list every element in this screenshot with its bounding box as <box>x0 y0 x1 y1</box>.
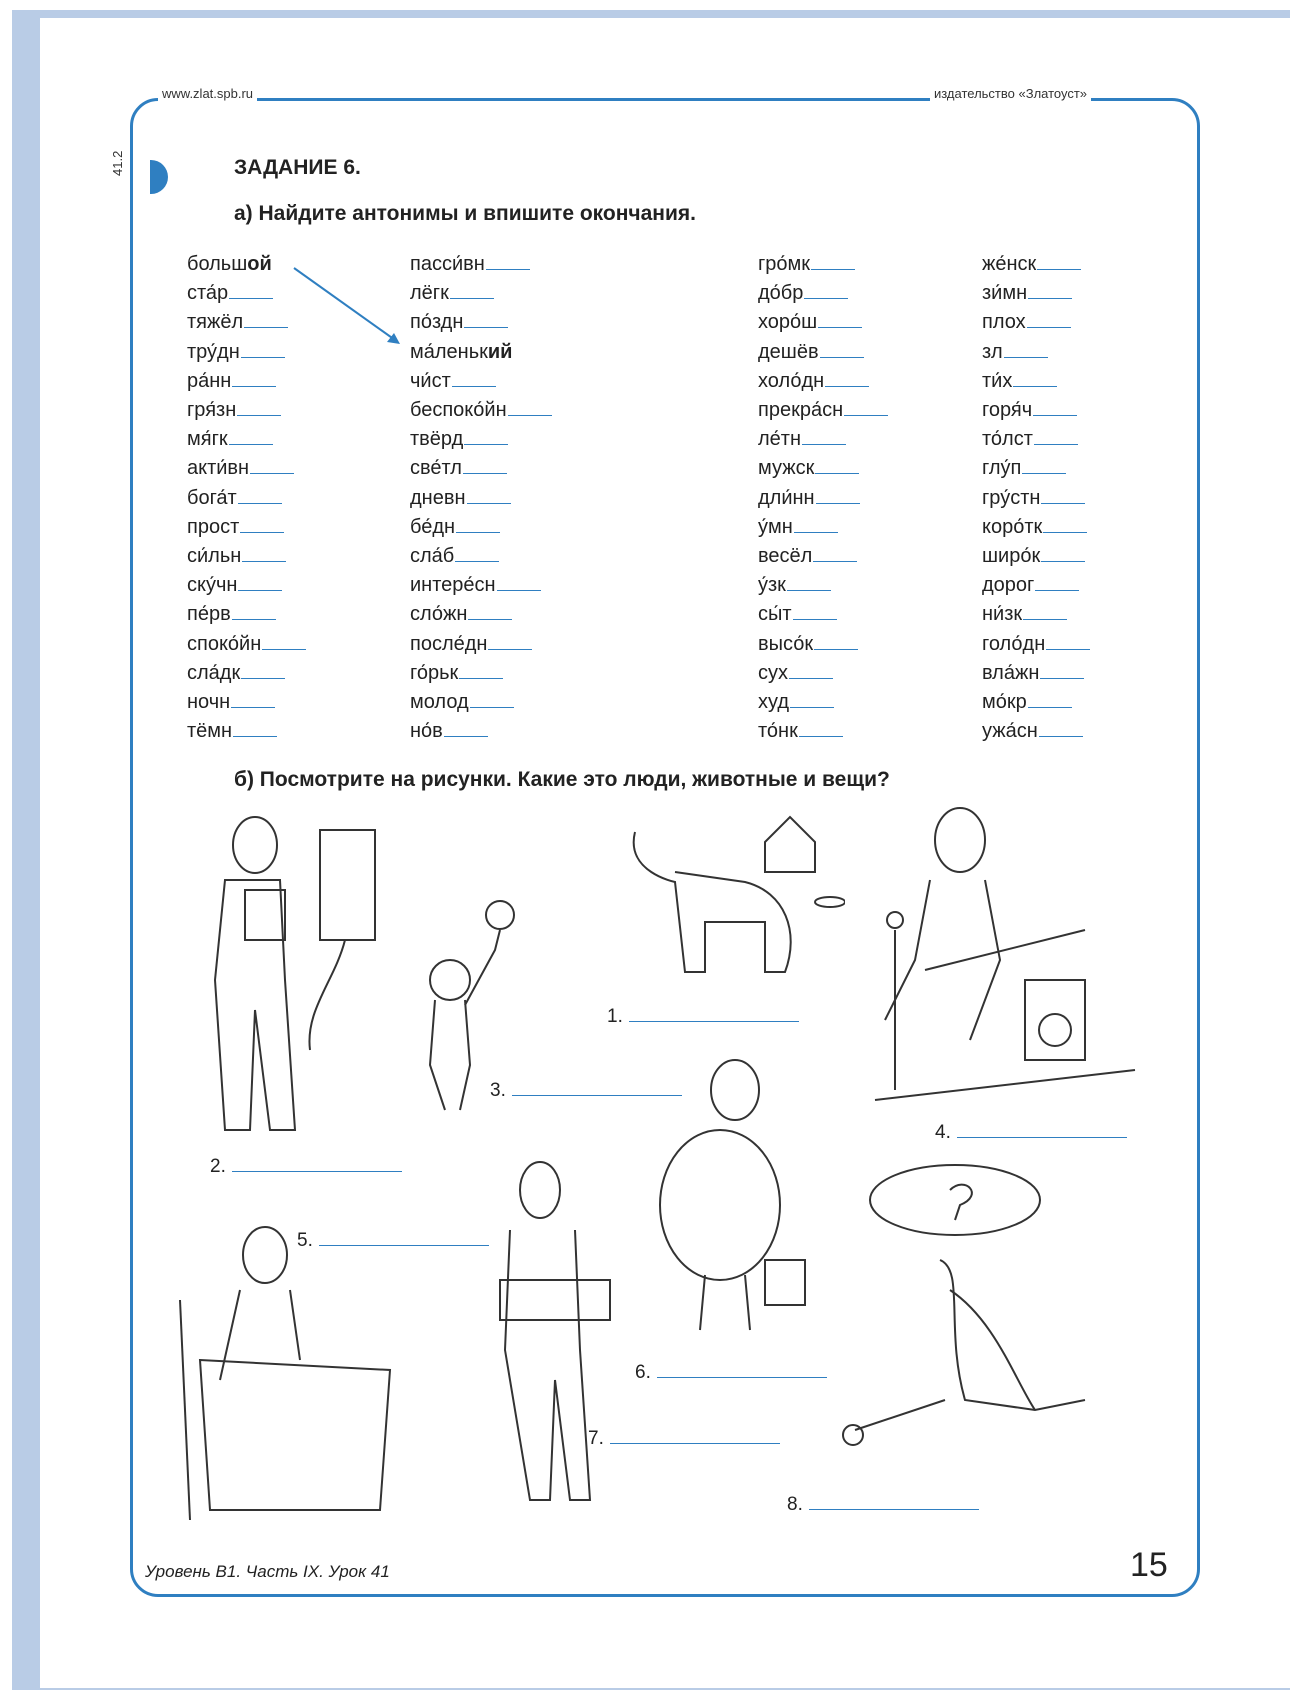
word-stem: глу́п <box>982 457 1022 480</box>
word-item <box>758 659 888 688</box>
word-item <box>410 396 552 425</box>
word-stem: акти́вн <box>187 457 250 480</box>
word-column-1 <box>187 250 306 746</box>
ending-blank[interactable] <box>233 735 277 737</box>
word-item <box>410 600 552 629</box>
ending-blank[interactable] <box>789 677 833 679</box>
word-stem: зл <box>982 340 1003 363</box>
ending-blank[interactable] <box>1028 297 1072 299</box>
ending-blank[interactable] <box>238 502 282 504</box>
word-stem: бога́т <box>187 486 237 509</box>
word-item <box>410 279 552 308</box>
word-stem: сы́т <box>758 603 792 626</box>
ending-blank[interactable] <box>813 560 857 562</box>
word-stem: споко́йн <box>187 632 262 655</box>
ending-blank[interactable] <box>229 443 273 445</box>
ending-blank[interactable] <box>814 648 858 650</box>
page-number: 15 <box>1130 1546 1168 1584</box>
word-item <box>758 338 888 367</box>
word-item <box>982 717 1090 746</box>
task-instruction-b: б) Посмотрите на рисунки. Какие это люди, животные и вещи? <box>234 768 890 791</box>
word-stem: ску́чн <box>187 574 238 597</box>
word-item <box>410 542 552 571</box>
publisher-name: издательство «Златоуст» <box>930 86 1091 101</box>
ending-blank[interactable] <box>241 677 285 679</box>
man-at-table-picture <box>170 1210 400 1540</box>
ending-blank[interactable] <box>455 560 499 562</box>
word-item <box>982 425 1090 454</box>
ending-blank[interactable] <box>262 648 306 650</box>
ending-blank[interactable] <box>238 589 282 591</box>
picture-label-8: 8. <box>787 1494 979 1516</box>
word-stem: то́нк <box>758 720 798 743</box>
site-url: www.zlat.spb.ru <box>158 86 257 101</box>
word-stem: по́здн <box>410 311 464 334</box>
word-stem: ужа́сн <box>982 720 1038 743</box>
ending-blank[interactable] <box>787 589 831 591</box>
ending-blank[interactable] <box>1028 706 1072 708</box>
word-item <box>758 425 888 454</box>
kangaroo-picture <box>835 1160 1105 1470</box>
word-stem: вла́жн <box>982 661 1040 684</box>
word-stem: голо́дн <box>982 632 1046 655</box>
ending-blank[interactable] <box>1043 531 1087 533</box>
word-item <box>187 717 306 746</box>
ending-blank[interactable] <box>1040 677 1084 679</box>
ending-blank[interactable] <box>1034 443 1078 445</box>
answer-line-4[interactable] <box>957 1136 1127 1138</box>
guitarist-picture <box>855 790 1145 1110</box>
word-item <box>982 367 1090 396</box>
footer-level: Уровень В1. Часть IX. Урок 41 <box>145 1562 390 1581</box>
ending-blank[interactable] <box>818 326 862 328</box>
word-item <box>187 367 306 396</box>
word-item <box>982 600 1090 629</box>
word-item <box>758 542 888 571</box>
example-antonym: ма́ленький <box>410 340 513 363</box>
word-stem: дорог <box>982 574 1035 597</box>
ending-blank[interactable] <box>815 472 859 474</box>
word-list-3 <box>758 250 888 746</box>
ending-blank[interactable] <box>244 326 288 328</box>
word-item <box>187 600 306 629</box>
word-stem: же́нск <box>982 253 1037 275</box>
word-item <box>982 279 1090 308</box>
word-stem: но́в <box>410 720 443 743</box>
word-item <box>982 630 1090 659</box>
ending-blank[interactable] <box>1023 618 1067 620</box>
word-stem: коро́тк <box>982 515 1043 538</box>
word-item <box>187 630 306 659</box>
ending-blank[interactable] <box>497 589 541 591</box>
task-title: ЗАДАНИЕ 6. <box>234 156 361 179</box>
word-item <box>410 308 552 337</box>
ending-blank[interactable] <box>467 502 511 504</box>
word-item <box>758 308 888 337</box>
picture-label-2: 2. <box>210 1156 402 1178</box>
word-stem: го́рьк <box>410 661 459 684</box>
word-stem: горя́ч <box>982 399 1033 422</box>
word-stem: лёгк <box>410 282 449 305</box>
picture-label-3: 3. <box>490 1080 682 1102</box>
word-stem: сло́жн <box>410 603 468 626</box>
dog-with-kennel-picture <box>615 812 845 992</box>
word-stem: сла́б <box>410 545 455 568</box>
word-item <box>982 513 1090 542</box>
word-item <box>982 484 1090 513</box>
word-stem: пасси́вн <box>410 253 485 275</box>
word-stem: мя́гк <box>187 428 228 451</box>
ending-blank[interactable] <box>488 648 532 650</box>
word-stem: дневн <box>410 486 466 509</box>
ending-blank[interactable] <box>237 414 281 416</box>
word-item <box>410 513 552 542</box>
word-item <box>758 600 888 629</box>
answer-line-3[interactable] <box>512 1094 682 1096</box>
word-stem: гро́мк <box>758 253 811 275</box>
word-item <box>982 542 1090 571</box>
word-stem: пе́рв <box>187 603 231 626</box>
word-stem: чи́ст <box>410 369 451 392</box>
ending-blank[interactable] <box>1027 326 1071 328</box>
word-item <box>758 279 888 308</box>
ending-blank[interactable] <box>793 618 837 620</box>
answer-line-8[interactable] <box>809 1508 979 1510</box>
man-reading-picture <box>185 810 395 1150</box>
word-column-3 <box>758 250 888 746</box>
ending-blank[interactable] <box>452 385 496 387</box>
ending-blank[interactable] <box>799 735 843 737</box>
word-item <box>982 396 1090 425</box>
word-item <box>758 367 888 396</box>
word-stem: гря́зн <box>187 399 237 422</box>
word-item <box>187 338 306 367</box>
word-item <box>758 630 888 659</box>
word-stem: гру́стн <box>982 486 1041 509</box>
word-list-2a <box>410 250 552 338</box>
word-item <box>982 659 1090 688</box>
word-stem: тёмн <box>187 720 233 743</box>
word-column-4 <box>982 250 1090 746</box>
ending-blank[interactable] <box>464 326 508 328</box>
word-item <box>758 454 888 483</box>
word-stem: ле́тн <box>758 428 801 451</box>
example-arrow-icon <box>290 262 410 352</box>
word-stem: после́дн <box>410 632 488 655</box>
word-stem: ти́х <box>982 369 1013 392</box>
ending-blank[interactable] <box>1039 735 1083 737</box>
word-item <box>758 513 888 542</box>
word-item <box>758 688 888 717</box>
word-item <box>410 454 552 483</box>
word-item <box>410 484 552 513</box>
ending-blank[interactable] <box>802 443 846 445</box>
word-item <box>187 513 306 542</box>
word-stem: весёл <box>758 545 813 568</box>
word-item <box>187 688 306 717</box>
word-stem: плох <box>982 311 1026 334</box>
word-item <box>187 279 306 308</box>
word-stem: широ́к <box>982 545 1041 568</box>
ending-blank[interactable] <box>444 735 488 737</box>
word-item <box>758 717 888 746</box>
ending-blank[interactable] <box>1037 268 1081 270</box>
answer-line-1[interactable] <box>629 1020 799 1022</box>
ending-blank[interactable] <box>1013 385 1057 387</box>
ending-blank[interactable] <box>241 356 285 358</box>
word-list-4 <box>982 250 1090 746</box>
ending-blank[interactable] <box>468 618 512 620</box>
word-item <box>410 367 552 396</box>
word-item <box>410 659 552 688</box>
word-stem: молод <box>410 691 469 714</box>
word-stem: дли́нн <box>758 486 815 509</box>
word-item <box>410 571 552 600</box>
picture-label-7: 7. <box>588 1428 780 1450</box>
ending-blank[interactable] <box>232 385 276 387</box>
word-item <box>410 250 552 279</box>
word-item <box>758 571 888 600</box>
word-stem: хоро́ш <box>758 311 818 334</box>
word-item <box>758 250 888 279</box>
word-stem: ночн <box>187 691 231 714</box>
word-stem: све́тл <box>410 457 462 480</box>
word-stem: прост <box>187 515 240 538</box>
word-item <box>410 688 552 717</box>
ending-blank[interactable] <box>229 297 273 299</box>
ending-blank[interactable] <box>804 297 848 299</box>
word-stem: ста́р <box>187 282 229 305</box>
word-stem: у́мн <box>758 515 793 538</box>
answer-line-7[interactable] <box>610 1442 780 1444</box>
word-stem: ни́зк <box>982 603 1023 626</box>
word-list-1 <box>187 279 306 746</box>
word-item <box>410 717 552 746</box>
word-stem: си́льн <box>187 545 242 568</box>
word-item <box>187 454 306 483</box>
ending-blank[interactable] <box>250 472 294 474</box>
word-stem: мо́кр <box>982 691 1027 714</box>
word-stem: прекра́сн <box>758 399 844 422</box>
ending-blank[interactable] <box>470 706 514 708</box>
word-item <box>982 571 1090 600</box>
ending-blank[interactable] <box>825 385 869 387</box>
word-item <box>982 338 1090 367</box>
ending-blank[interactable] <box>450 297 494 299</box>
word-stem: у́зк <box>758 574 786 597</box>
word-item <box>982 454 1090 483</box>
ending-blank[interactable] <box>464 443 508 445</box>
word-column-2 <box>410 250 552 746</box>
word-stem: то́лст <box>982 428 1033 451</box>
picture-label-4: 4. <box>935 1122 1127 1144</box>
ending-blank[interactable] <box>1033 414 1077 416</box>
ending-blank[interactable] <box>486 268 530 270</box>
word-stem: худ <box>758 691 790 714</box>
word-list-2b <box>410 367 552 747</box>
ending-blank[interactable] <box>1004 356 1048 358</box>
task-instruction-a: а) Найдите антонимы и впишите окончания. <box>234 202 696 225</box>
ending-blank[interactable] <box>242 560 286 562</box>
word-stem: сух <box>758 661 788 684</box>
picture-label-1: 1. <box>607 1006 799 1028</box>
word-stem: ра́нн <box>187 369 232 392</box>
word-item <box>982 250 1090 279</box>
answer-line-6[interactable] <box>657 1376 827 1378</box>
word-stem: зи́мн <box>982 282 1028 305</box>
ending-blank[interactable] <box>240 531 284 533</box>
picture-label-6: 6. <box>635 1362 827 1384</box>
word-item <box>982 688 1090 717</box>
word-item <box>187 425 306 454</box>
ending-blank[interactable] <box>1041 560 1085 562</box>
word-item <box>187 484 306 513</box>
lesson-code: 41.2 <box>110 150 125 176</box>
word-item <box>187 308 306 337</box>
word-stem: дешёв <box>758 340 819 363</box>
ending-blank[interactable] <box>508 414 552 416</box>
example-word: большой <box>187 253 272 275</box>
answer-line-5[interactable] <box>319 1244 489 1246</box>
word-item <box>187 542 306 571</box>
word-item <box>758 484 888 513</box>
ending-blank[interactable] <box>790 706 834 708</box>
word-stem: тру́дн <box>187 340 240 363</box>
word-stem: холо́дн <box>758 369 825 392</box>
word-item <box>187 659 306 688</box>
word-item <box>758 396 888 425</box>
ending-blank[interactable] <box>794 531 838 533</box>
ending-blank[interactable] <box>1022 472 1066 474</box>
word-item <box>187 396 306 425</box>
ending-blank[interactable] <box>231 706 275 708</box>
picture-label-5: 5. <box>297 1230 489 1252</box>
ending-blank[interactable] <box>811 268 855 270</box>
word-item <box>410 630 552 659</box>
word-stem: твёрд <box>410 428 464 451</box>
ending-blank[interactable] <box>1041 502 1085 504</box>
word-stem: беспоко́йн <box>410 399 507 422</box>
ending-blank[interactable] <box>1046 648 1090 650</box>
ending-blank[interactable] <box>844 414 888 416</box>
answer-line-2[interactable] <box>232 1170 402 1172</box>
ending-blank[interactable] <box>816 502 860 504</box>
word-stem: интере́сн <box>410 574 496 597</box>
ending-blank[interactable] <box>463 472 507 474</box>
ending-blank[interactable] <box>459 677 503 679</box>
ending-blank[interactable] <box>820 356 864 358</box>
word-stem: тяжёл <box>187 311 244 334</box>
ending-blank[interactable] <box>456 531 500 533</box>
word-stem: высо́к <box>758 632 814 655</box>
word-stem: мужск <box>758 457 815 480</box>
word-item <box>982 308 1090 337</box>
word-stem: сла́дк <box>187 661 241 684</box>
word-item <box>187 571 306 600</box>
ending-blank[interactable] <box>1035 589 1079 591</box>
ending-blank[interactable] <box>232 618 276 620</box>
man-with-books-picture <box>490 1150 640 1510</box>
word-stem: бе́дн <box>410 515 456 538</box>
word-stem: до́бр <box>758 282 804 305</box>
word-item <box>410 425 552 454</box>
